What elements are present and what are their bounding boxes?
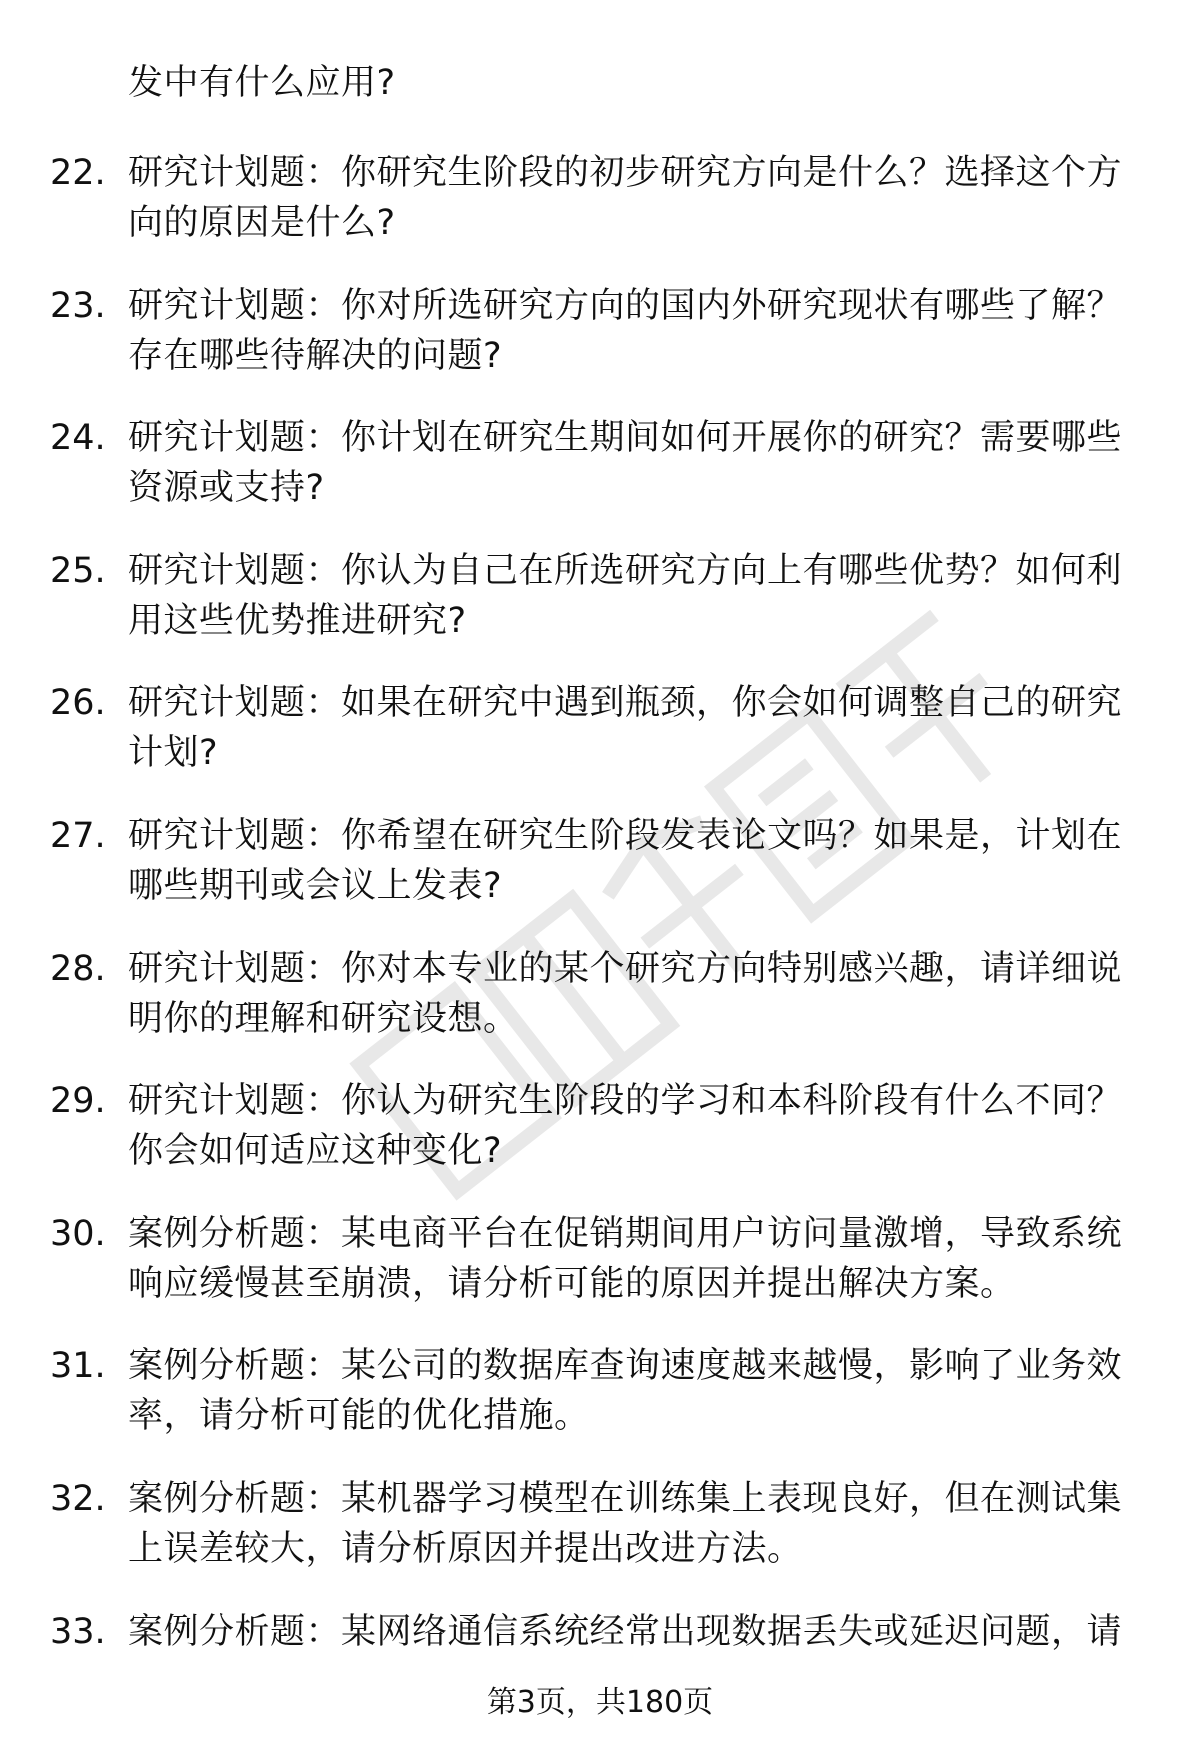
question-text: 研究计划题：如果在研究中遇到瓶颈，你会如何调整自己的研究计划?	[128, 683, 1123, 774]
question-item	[0, 1466, 1200, 1599]
question-item	[0, 936, 1200, 1069]
question-number: 27.	[50, 815, 106, 856]
question-number: 22.	[50, 153, 106, 193]
question-number: 31.	[50, 1346, 106, 1387]
question-text: 研究计划题：你研究生阶段的初步研究方向是什么？选择这个方向的原因是什么?	[128, 153, 1123, 243]
question-text: 研究计划题：你认为自己在所选研究方向上有哪些优势？如何利用这些优势推进研究?	[128, 550, 1123, 641]
question-text: 研究计划题：你对所选研究方向的国内外研究现状有哪些了解？存在哪些待解决的问题?	[128, 285, 1123, 376]
question-item	[0, 538, 1200, 671]
question-text: 研究计划题：你计划在研究生期间如何开展你的研究？需要哪些资源或支持?	[128, 418, 1123, 509]
question-number: 28.	[50, 948, 106, 989]
question-number: 23.	[50, 285, 106, 326]
question-number: 32.	[50, 1478, 106, 1519]
question-text: 研究计划题：你希望在研究生阶段发表论文吗？如果是，计划在哪些期刊或会议上发表?	[128, 815, 1123, 906]
question-number: 29.	[50, 1081, 106, 1122]
question-item	[0, 273, 1200, 406]
question-text: 案例分析题：某网络通信系统经常出现数据丢失或延迟问题，请	[128, 1611, 1123, 1652]
question-item	[0, 1201, 1200, 1334]
question-text: 案例分析题：某公司的数据库查询速度越来越慢，影响了业务效率，请分析可能的优化措施。	[128, 1346, 1123, 1437]
question-text: 研究计划题：你认为研究生阶段的学习和本科阶段有什么不同？你会如何适应这种变化?	[128, 1081, 1123, 1172]
question-number: 33.	[50, 1611, 106, 1652]
question-text: 案例分析题：某机器学习模型在训练集上表现良好，但在测试集上误差较大，请分析原因并提出改进方法。	[128, 1478, 1123, 1569]
question-list	[0, 140, 1200, 1731]
continued-question-text: 发中有什么应用?	[128, 63, 396, 103]
question-item	[0, 803, 1200, 936]
question-number: 24.	[50, 418, 106, 459]
question-item	[0, 1333, 1200, 1466]
question-text: 研究计划题：你对本专业的某个研究方向特别感兴趣，请详细说明你的理解和研究设想。	[128, 948, 1123, 1039]
question-number: 30.	[50, 1213, 106, 1254]
question-item	[0, 670, 1200, 803]
question-item	[0, 1068, 1200, 1201]
question-item	[0, 405, 1200, 538]
question-text: 案例分析题：某电商平台在促销期间用户访问量激增，导致系统响应缓慢甚至崩溃，请分析可能的原因并提出解决方案。	[128, 1213, 1123, 1304]
question-number: 25.	[50, 550, 106, 591]
question-item	[0, 140, 1200, 273]
question-number: 26.	[50, 683, 106, 724]
page-footer: 第3页，共180页	[486, 1685, 714, 1720]
